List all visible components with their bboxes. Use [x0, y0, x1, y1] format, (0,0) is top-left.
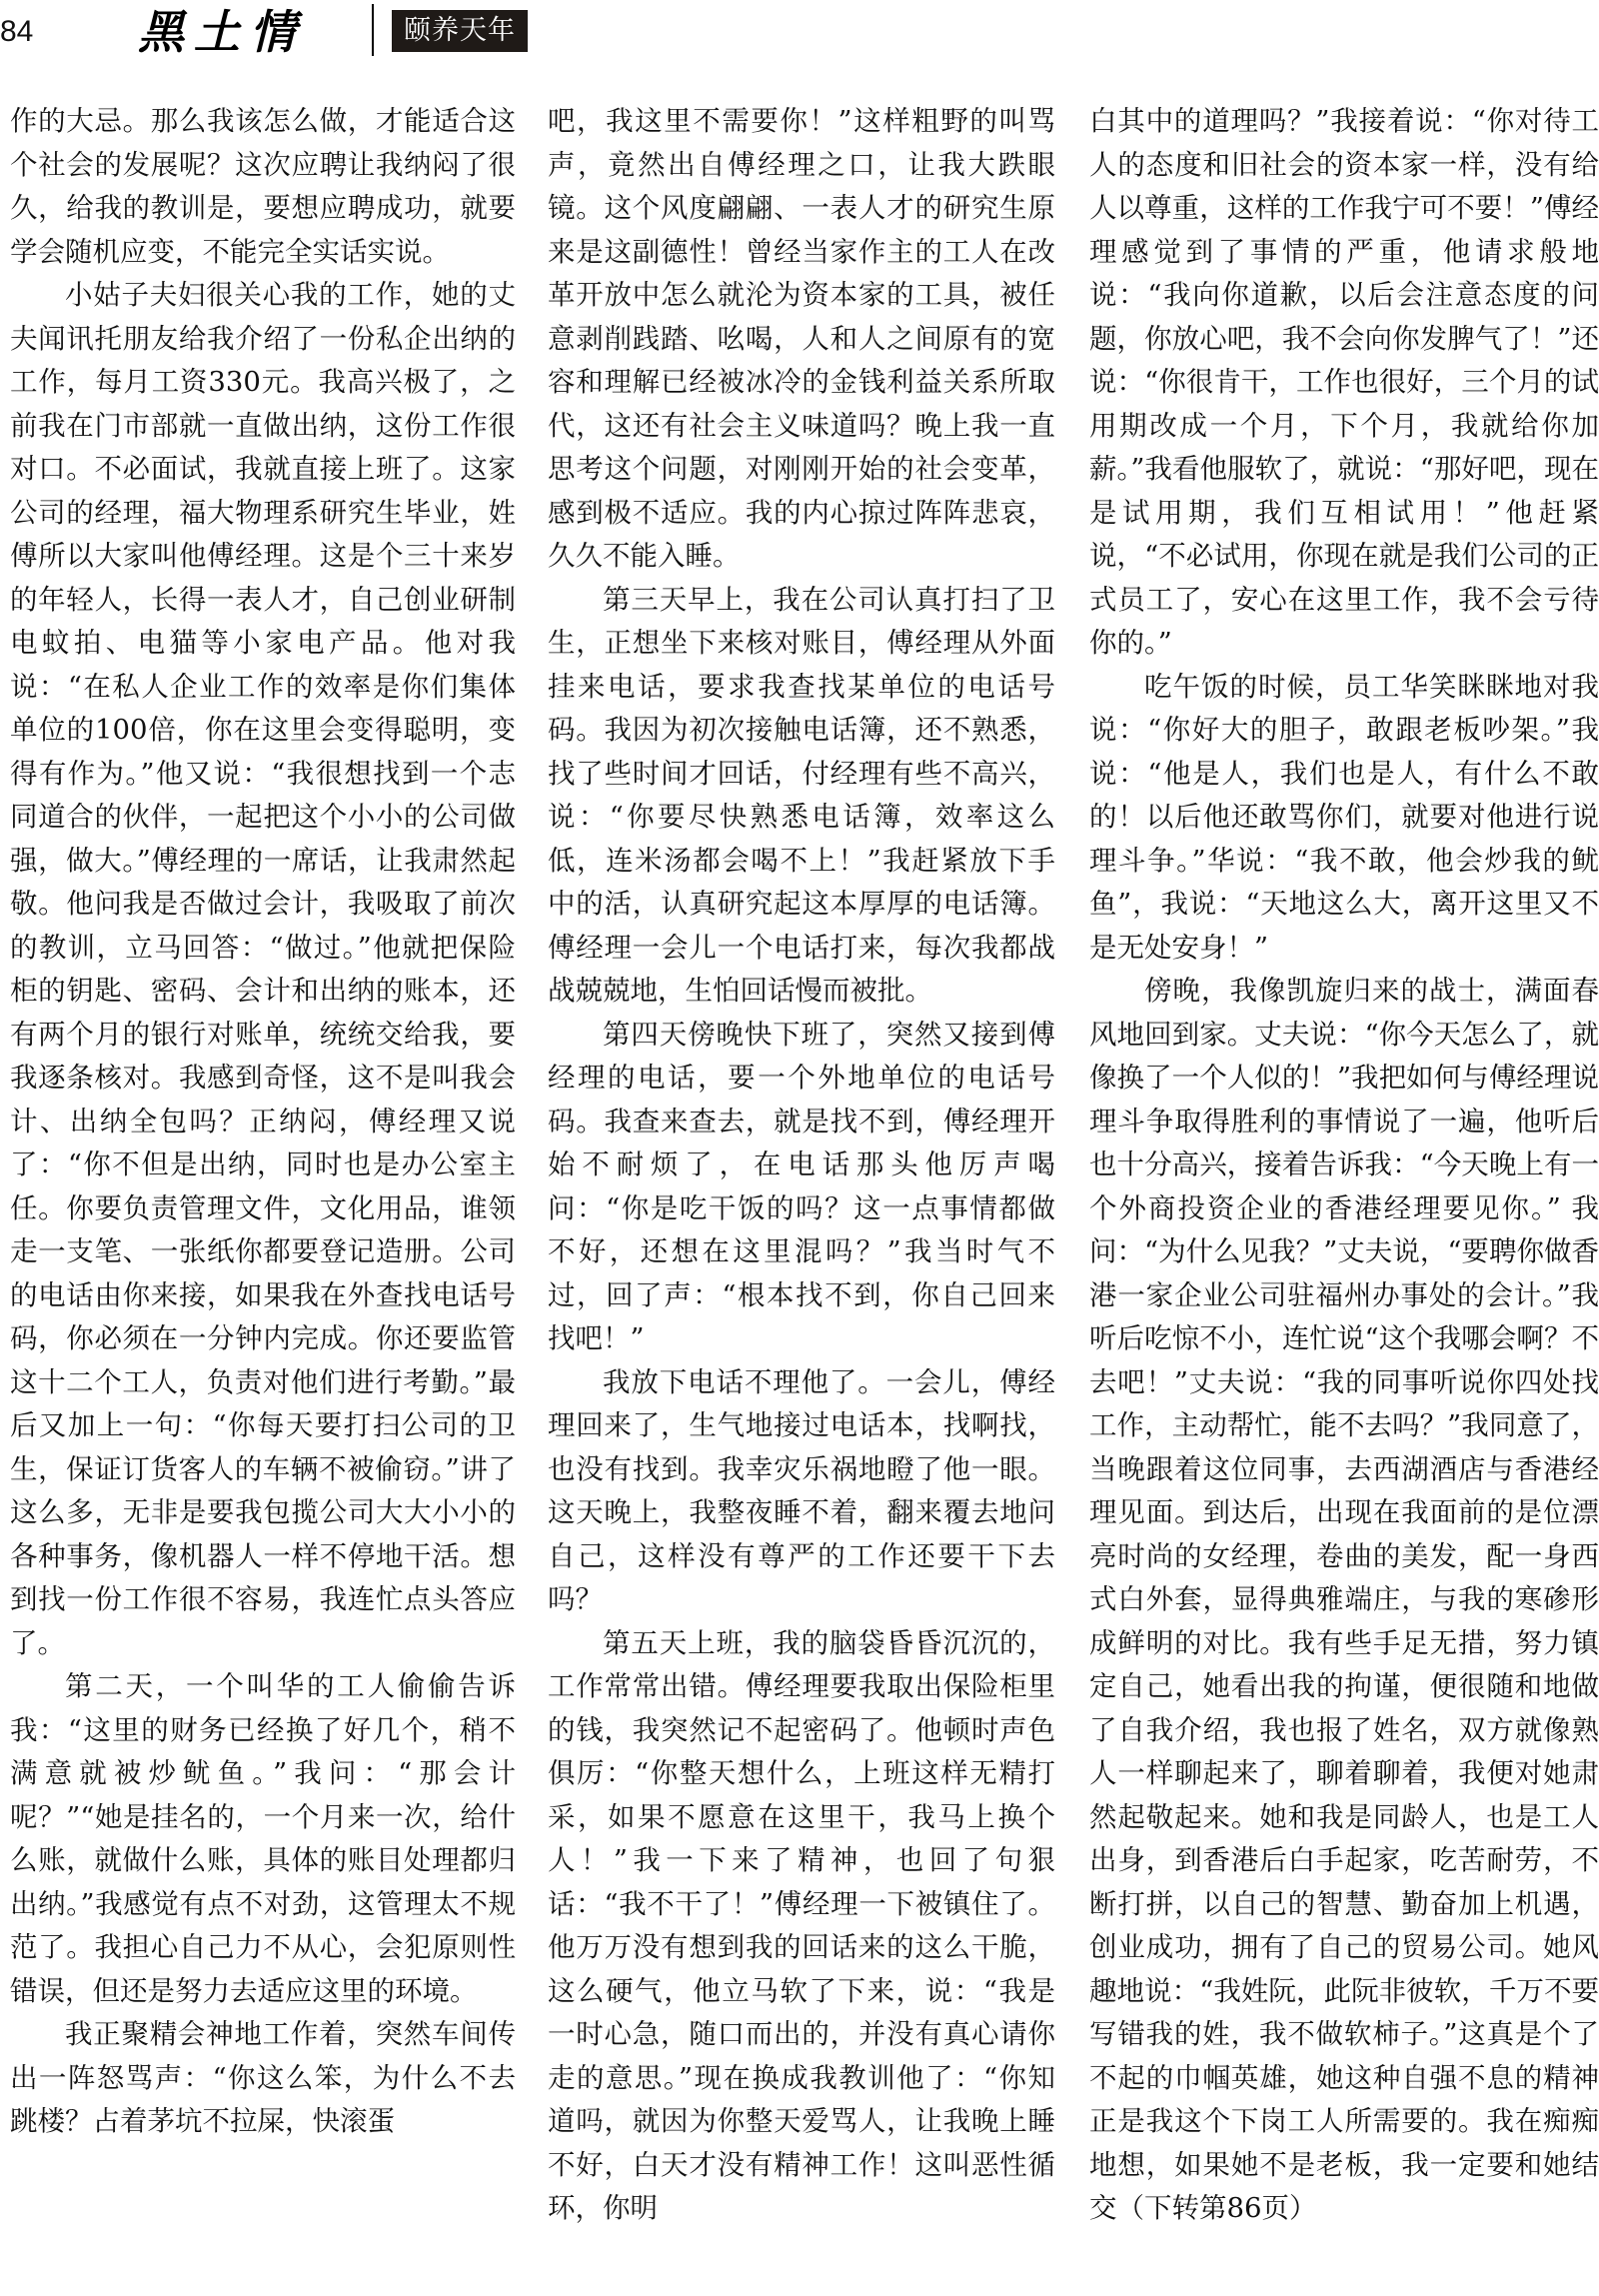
- paragraph: 第四天傍晚快下班了，突然又接到傅经理的电话，要一个外地单位的电话号码。我查来查去，就是找不到，傅经理开始不耐烦了，在电话那头他厉声喝问：“你是吃干饭的吗？这一点事情都做不好，还想在这里混吗？”我当时气不过，回了声：“根本找不到，你自己回来找吧！”: [548, 1018, 1055, 1354]
- page-header: [0, 0, 1599, 58]
- text-column-3: [1089, 100, 1599, 2231]
- paragraph: 我正聚精会神地工作着，突然车间传出一阵怒骂声：“你这么笨，为什么不去跳楼？占着茅坑不拉屎，快滚蛋: [10, 2018, 516, 2137]
- text-column-1: [10, 100, 516, 2144]
- paragraph: 作的大忌。那么我该怎么做，才能适合这个社会的发展呢？这次应聘让我纳闷了很久，给我的教训是，要想应聘成功，就要学会随机应变，不能完全实话实说。: [10, 105, 516, 268]
- paragraph: 白其中的道理吗？”我接着说：“你对待工人的态度和旧社会的资本家一样，没有给人以尊重，这样的工作我宁可不要！”傅经理感觉到了事情的严重，他请求般地说：“我向你道歉，以后会注意态度的问题，你放心吧，我不会向你发脾气了！”还说：“你很肯干，工作也很好，三个月的试用期改成一个月，下个月，我就给你加薪。”我看他服软了，就说：“那好吧，现在是试用期，我们互相试用！”他赶紧说，“不必试用，你现在就是我们公司的正式员工了，安心在这里工作，我不会亏待你的。”: [1089, 105, 1599, 659]
- paragraph: 傍晚，我像凯旋归来的战士，满面春风地回到家。丈夫说：“你今天怎么了，就像换了一个人似的！”我把如何与傅经理说理斗争取得胜利的事情说了一遍，他听后也十分高兴，接着告诉我：“今天晚上有一个外商投资企业的香港经理要见你。” 我问：“为什么见我？”丈夫说，“要聘你做香港一家企业公司驻福州办事处的会计。”我听后吃惊不小，连忙说“这个我哪会啊？不去吧！”丈夫说：“我的同事听说你四处找工作，主动帮忙，能不去吗？”我同意了，当晚跟着这位同事，去西湖酒店与香港经理见面。到达后，出现在我面前的是位漂亮时尚的女经理，卷曲的美发，配一身西式白外套，显得典雅端庄，与我的寒碜形成鲜明的对比。我有些手足无措，努力镇定自己，她看出我的拘谨，便很随和地做了自我介绍，我也报了姓名，双方就像熟人一样聊起来了，聊着聊着，我便对她肃然起敬起来。她和我是同龄人，也是工人出身，到香港后白手起家，吃苦耐劳，不断打拼，以自己的智慧、勤奋加上机遇，创业成功，拥有了自己的贸易公司。她风趣地说：“我姓阮，此阮非彼软，千万不要写错我的姓，我不做软柿子。”这真是个了不起的巾帼英雄，她这种自强不息的精神正是我这个下岗工人所需要的。我在痴痴地想，如果她不是老板，我一定要和她结交（下转第86页）: [1089, 975, 1599, 2224]
- paragraph: 吧，我这里不需要你！”这样粗野的叫骂声，竟然出自傅经理之口，让我大跌眼镜。这个风度翩翩、一表人才的研究生原来是这副德性！曾经当家作主的工人在改革开放中怎么就沦为资本家的工具，被任意剥削践踏、吆喝，人和人之间原有的宽容和理解已经被冰冷的金钱利益关系所取代，这还有社会主义味道吗？晚上我一直思考这个问题，对刚刚开始的社会变革，感到极不适应。我的内心掠过阵阵悲哀，久久不能入睡。: [548, 105, 1055, 572]
- paragraph: 我放下电话不理他了。一会儿，傅经理回来了，生气地接过电话本，找啊找，也没有找到。我幸灾乐祸地瞪了他一眼。这天晚上，我整夜睡不着，翻来覆去地问自己，这样没有尊严的工作还要干下去吗？: [548, 1365, 1055, 1615]
- paragraph: 吃午饭的时候，员工华笑眯眯地对我说：“你好大的胆子，敢跟老板吵架。”我说：“他是人，我们也是人，有什么不敢的！以后他还敢骂你们，就要对他进行说理斗争。”华说：“我不敢，他会炒我的鱿鱼”，我说：“天地这么大，离开这里又不是无处安身！”: [1089, 670, 1599, 964]
- paragraph: 第三天早上，我在公司认真打扫了卫生，正想坐下来核对账目，傅经理从外面挂来电话，要求我查找某单位的电话号码。我因为初次接触电话簿，还不熟悉，找了些时间才回话，付经理有些不高兴，说：“你要尽快熟悉电话簿，效率这么低，连米汤都会喝不上！”我赶紧放下手中的活，认真研究起这本厚厚的电话簿。傅经理一会儿一个电话打来，每次我都战战兢兢地，生怕回话慢而被批。: [548, 583, 1055, 1007]
- paragraph: 第二天，一个叫华的工人偷偷告诉我：“这里的财务已经换了好几个，稍不满意就被炒鱿鱼。”我问：“那会计呢？”“她是挂名的，一个月来一次，给什么账，就做什么账，具体的账目处理都归出纳。”我感觉有点不对劲，这管理太不规范了。我担心自己力不从心，会犯原则性错误，但还是努力去适应这里的环境。: [10, 1670, 516, 2007]
- paragraph: 小姑子夫妇很关心我的工作，她的丈夫闻讯托朋友给我介绍了一份私企出纳的工作，每月工资330元。我高兴极了，之前我在门市部就一直做出纳，这份工作很对口。不必面试，我就直接上班了。这家公司的经理，福大物理系研究生毕业，姓傅所以大家叫他傅经理。这是个三十来岁的年轻人，长得一表人才，自己创业研制电蚊拍、电猫等小家电产品。他对我说：“在私人企业工作的效率是你们集体单位的100倍，你在这里会变得聪明，变得有作为。”他又说：“我很想找到一个志同道合的伙伴，一起把这个小小的公司做强，做大。”傅经理的一席话，让我肃然起敬。他问我是否做过会计，我吸取了前次的教训，立马回答：“做过。”他就把保险柜的钥匙、密码、会计和出纳的账本，还有两个月的银行对账单，统统交给我，要我逐条核对。我感到奇怪，这不是叫我会计、出纳全包吗？正纳闷，傅经理又说了：“你不但是出纳，同时也是办公室主任。你要负责管理文件，文化用品，谁领走一支笔、一张纸你都要登记造册。公司的电话由你来接，如果我在外查找电话号码，你必须在一分钟内完成。你还要监管这十二个工人，负责对他们进行考勤。”最后又加上一句：“你每天要打扫公司的卫生，保证订货客人的车辆不被偷窃。”讲了这么多，无非是要我包揽公司大大小小的各种事务，像机器人一样不停地干活。想到找一份工作很不容易，我连忙点头答应了。: [10, 279, 516, 1659]
- masthead-title: 黑土情: [138, 5, 306, 59]
- text-column-2: [548, 100, 1055, 2231]
- header-divider: [372, 4, 374, 56]
- page-number: 84: [0, 15, 34, 48]
- section-label: 颐养天年: [392, 10, 528, 52]
- paragraph: 第五天上班，我的脑袋昏昏沉沉的，工作常常出错。傅经理要我取出保险柜里的钱，我突然记不起密码了。他顿时声色俱厉：“你整天想什么，上班这样无精打采，如果不愿意在这里干，我马上换个人！”我一下来了精神，也回了句狠话：“我不干了！”傅经理一下被镇住了。他万万没有想到我的回话来的这么干脆，这么硬气，他立马软了下来，说：“我是一时心急，随口而出的，并没有真心请你走的意思。”现在换成我教训他了：“你知道吗，就因为你整天爱骂人，让我晚上睡不好，白天才没有精神工作！这叫恶性循环，你明: [548, 1626, 1055, 2224]
